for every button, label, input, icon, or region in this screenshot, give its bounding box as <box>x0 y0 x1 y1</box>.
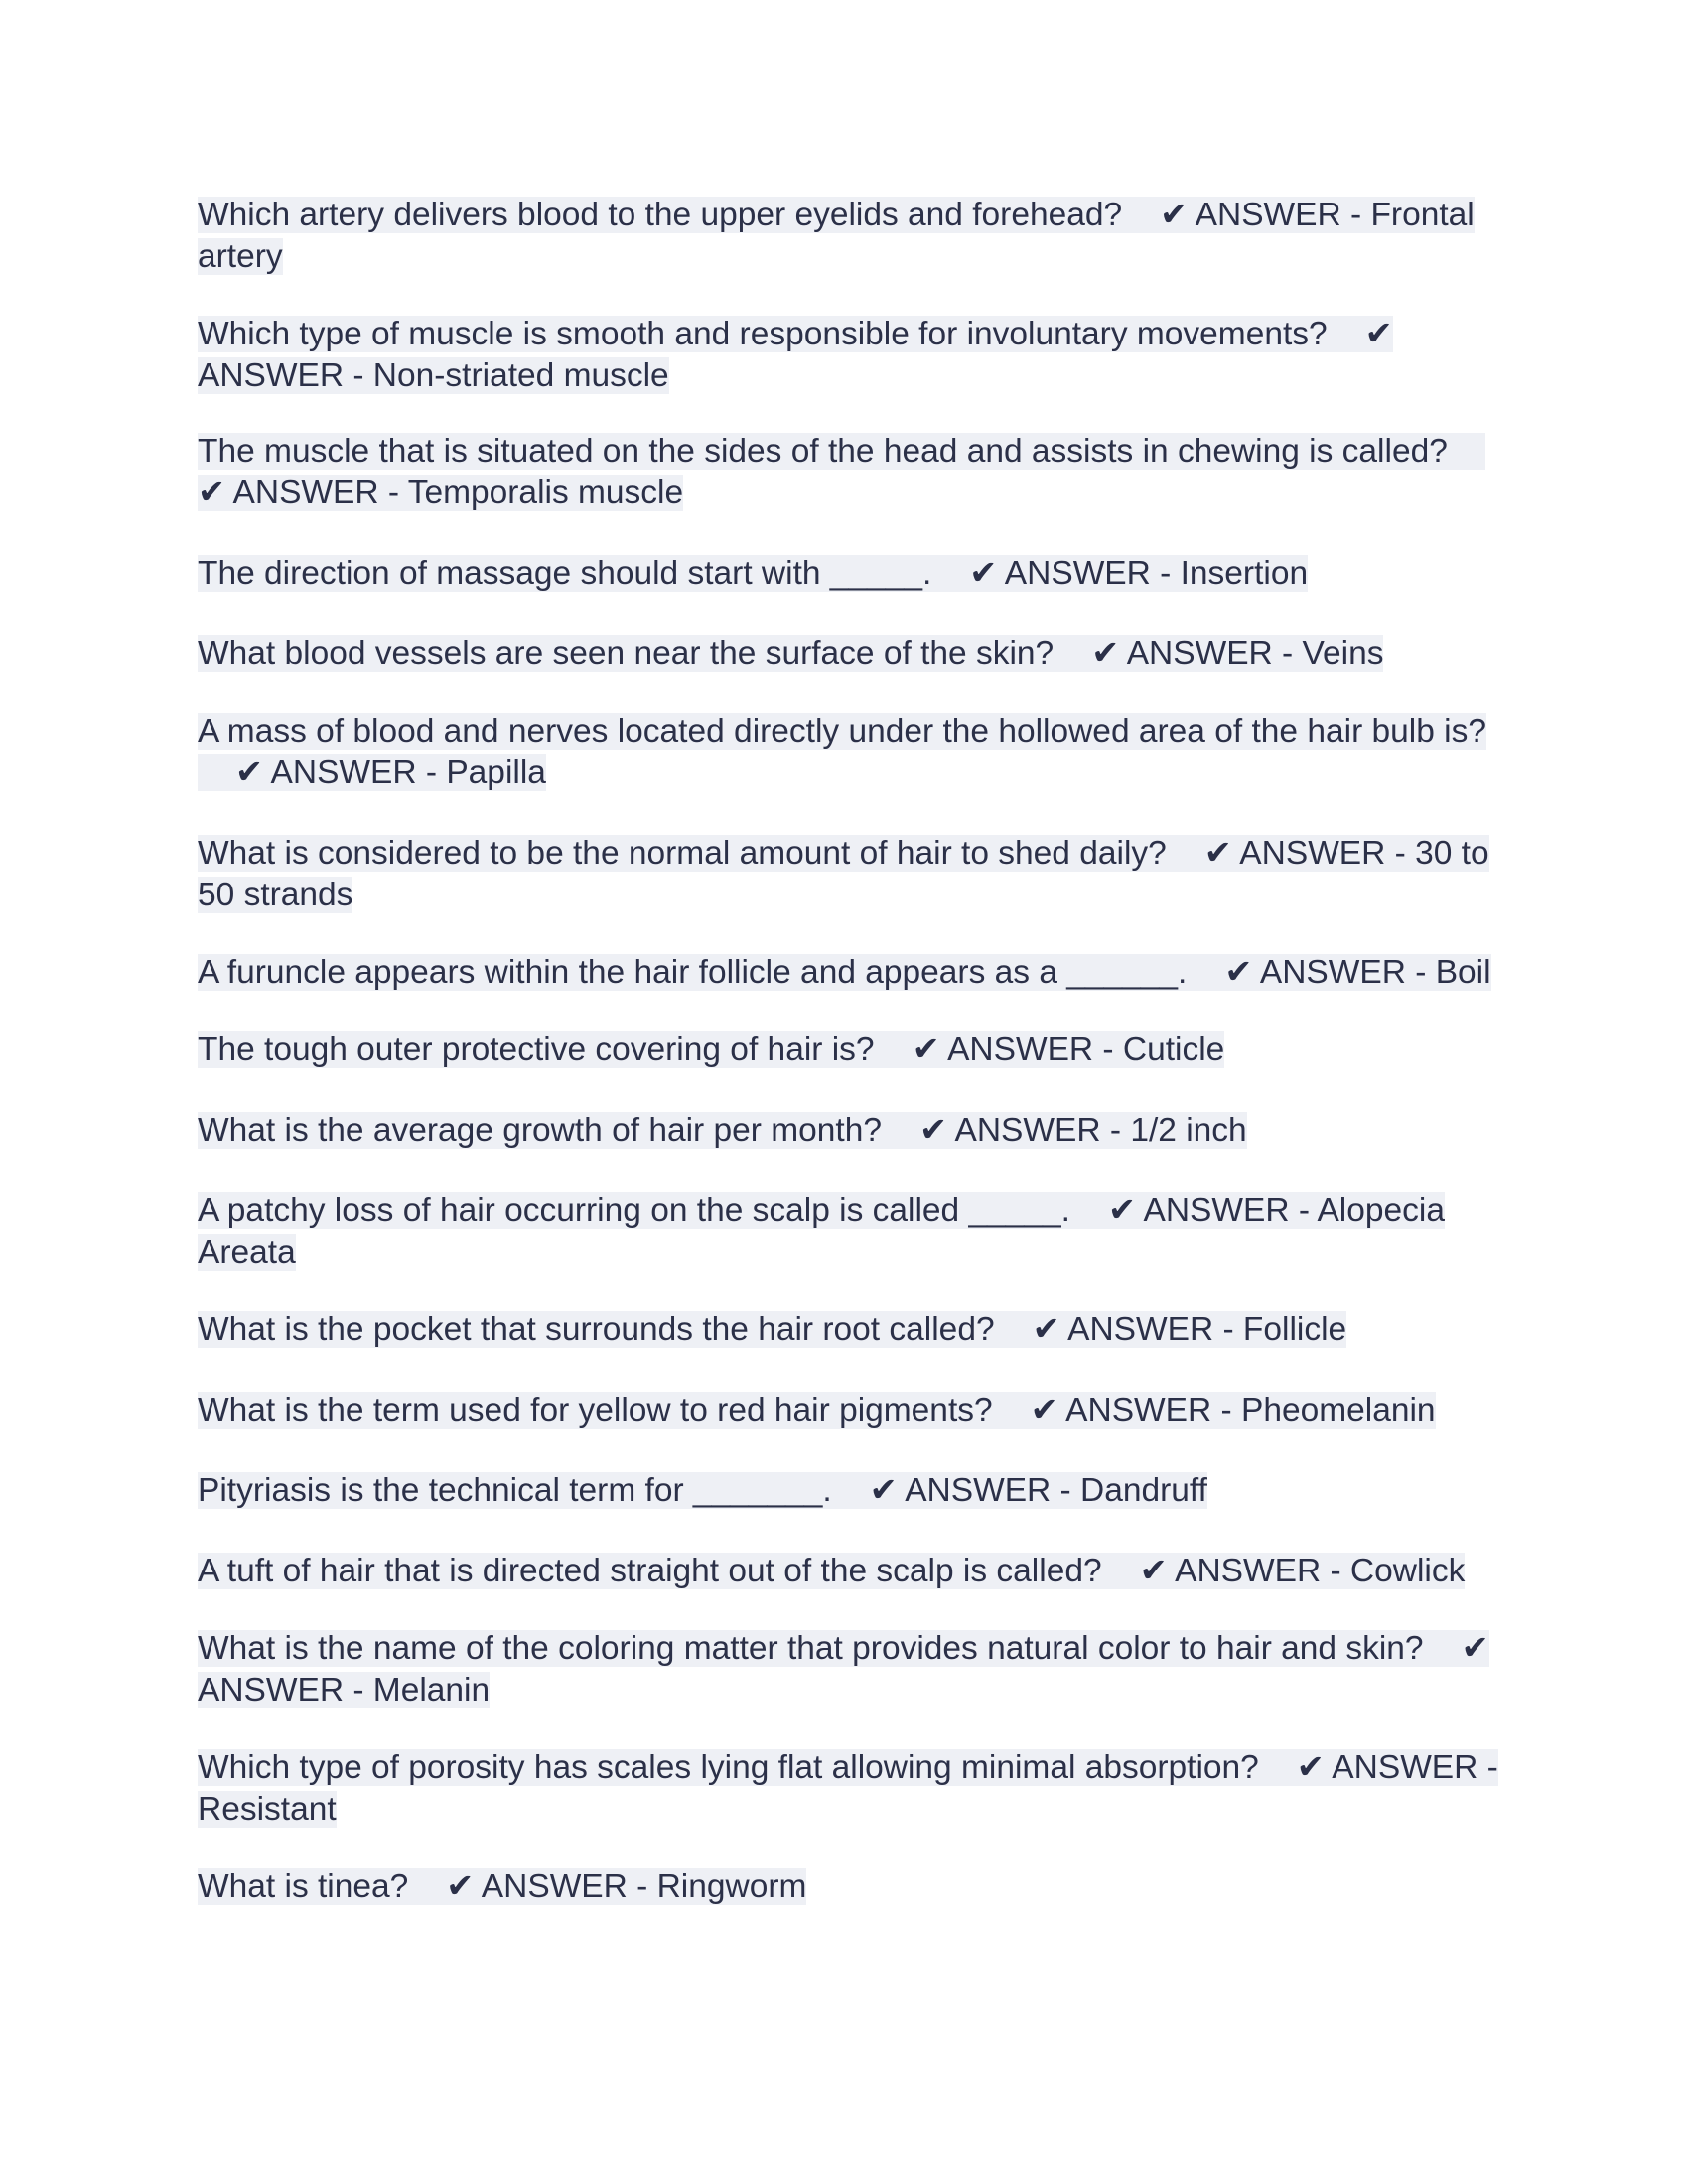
answer-text: ✔ ANSWER - Non-striated muscle <box>198 316 1393 394</box>
qa-item <box>198 1470 1498 1512</box>
qa-item <box>198 553 1498 595</box>
answer-text: ✔ ANSWER - Papilla <box>235 754 546 791</box>
question-text: A patchy loss of hair occurring on the scalp is called _____. <box>198 1192 1070 1229</box>
answer-text: ✔ ANSWER - Melanin <box>198 1630 1489 1708</box>
answer-text: ✔ ANSWER - Frontal artery <box>198 197 1475 275</box>
question-text: The direction of massage should start with _____. <box>198 555 932 592</box>
answer-text: ✔ ANSWER - Veins <box>1091 635 1384 672</box>
question-text: What is considered to be the normal amount of hair to shed daily? <box>198 835 1167 872</box>
question-text: What blood vessels are seen near the surface of the skin? <box>198 635 1055 672</box>
question-text: What is the average growth of hair per month? <box>198 1112 882 1149</box>
question-text: What is the name of the coloring matter that provides natural color to hair and skin? <box>198 1630 1424 1667</box>
question-text: Pityriasis is the technical term for _______. <box>198 1472 832 1509</box>
question-text: What is the term used for yellow to red hair pigments? <box>198 1392 993 1429</box>
answer-text: ✔ ANSWER - Follicle <box>1032 1311 1347 1348</box>
document-page <box>198 195 1498 1908</box>
question-text: What is the pocket that surrounds the hair root called? <box>198 1311 995 1348</box>
answer-text: ✔ ANSWER - 30 to 50 strands <box>198 835 1489 913</box>
question-text: Which type of porosity has scales lying flat allowing minimal absorption? <box>198 1749 1259 1786</box>
qa-item <box>198 1390 1498 1432</box>
qa-item <box>198 1747 1498 1831</box>
qa-item <box>198 195 1498 278</box>
qa-item <box>198 1309 1498 1351</box>
qa-item <box>198 1029 1498 1071</box>
qa-item <box>198 314 1498 397</box>
question-text: A mass of blood and nerves located directly under the hollowed area of the hair bulb is? <box>198 713 1486 750</box>
qa-item <box>198 1628 1498 1711</box>
qa-item <box>198 1110 1498 1152</box>
qa-item <box>198 431 1498 514</box>
qa-item <box>198 1551 1498 1592</box>
qa-item <box>198 1190 1498 1274</box>
question-text: Which artery delivers blood to the upper eyelids and forehead? <box>198 197 1123 233</box>
qa-item <box>198 1866 1498 1908</box>
answer-text: ✔ ANSWER - Resistant <box>198 1749 1498 1828</box>
answer-text: ✔ ANSWER - Pheomelanin <box>1030 1392 1436 1429</box>
answer-text: ✔ ANSWER - Dandruff <box>869 1472 1207 1509</box>
qa-item <box>198 952 1498 994</box>
question-text: A tuft of hair that is directed straight out of the scalp is called? <box>198 1553 1102 1589</box>
answer-text: ✔ ANSWER - Cowlick <box>1139 1553 1466 1589</box>
answer-text: ✔ ANSWER - Alopecia Areata <box>198 1192 1445 1271</box>
question-text: The muscle that is situated on the sides of the head and assists in chewing is called? <box>198 433 1448 470</box>
qa-item <box>198 633 1498 675</box>
answer-text: ✔ ANSWER - Temporalis muscle <box>198 475 684 511</box>
qa-item <box>198 711 1498 794</box>
answer-text: ✔ ANSWER - Cuticle <box>912 1031 1225 1068</box>
answer-text: ✔ ANSWER - Ringworm <box>446 1868 807 1905</box>
question-text: Which type of muscle is smooth and responsible for involuntary movements? <box>198 316 1328 352</box>
question-text: What is tinea? <box>198 1868 409 1905</box>
question-text: A furuncle appears within the hair follicle and appears as a ______. <box>198 954 1188 991</box>
answer-text: ✔ ANSWER - Boil <box>1224 954 1491 991</box>
question-text: The tough outer protective covering of hair is? <box>198 1031 875 1068</box>
answer-text: ✔ ANSWER - Insertion <box>969 555 1309 592</box>
qa-item <box>198 833 1498 916</box>
answer-text: ✔ ANSWER - 1/2 inch <box>918 1112 1247 1149</box>
